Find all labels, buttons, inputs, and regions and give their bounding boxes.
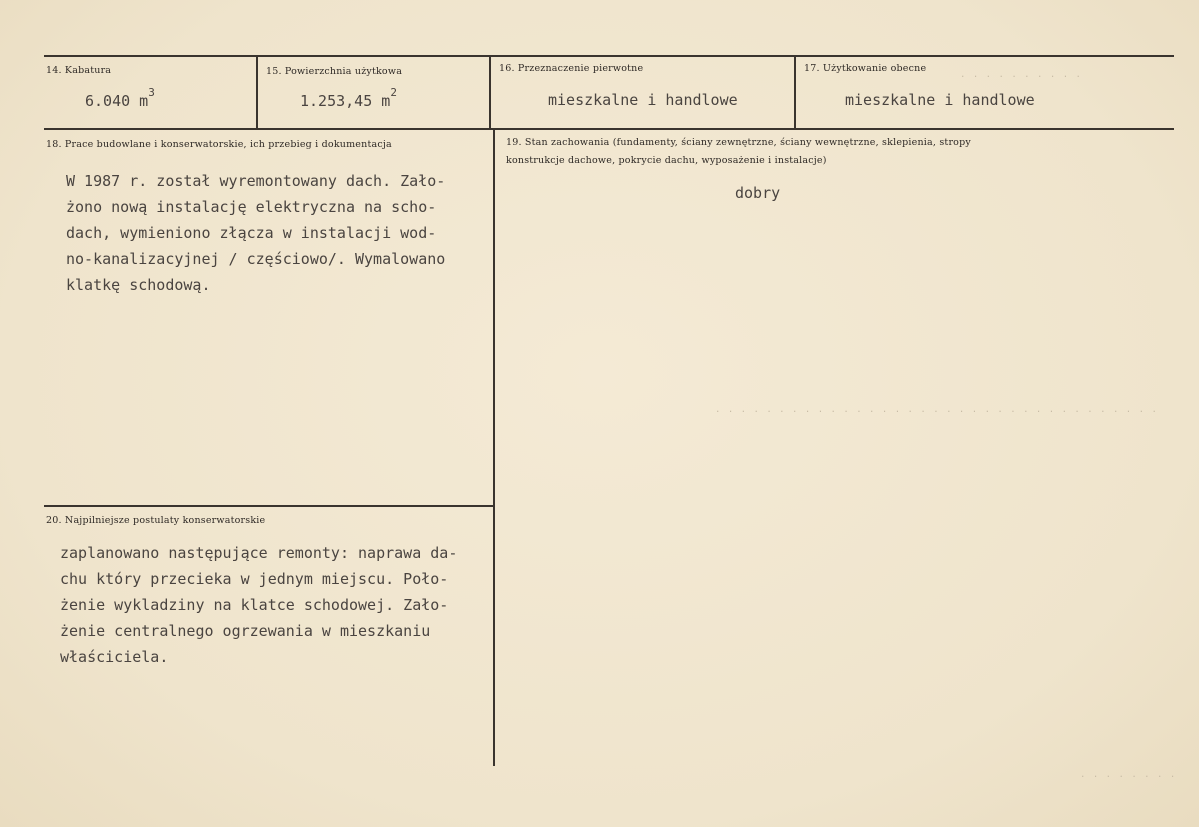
divider-main bbox=[493, 130, 495, 766]
field-16-value: mieszkalne i handlowe bbox=[548, 91, 738, 109]
show-through-mark: . . . . . . . . . . . . . . . . . . . . . . . . . . . . . . . . . . . bbox=[715, 405, 1158, 415]
field-20-text bbox=[60, 540, 457, 670]
divider-14-15 bbox=[256, 57, 258, 128]
field-20-line: właściciela. bbox=[60, 648, 169, 666]
show-through-mark: . . . . . . . . . . bbox=[960, 70, 1082, 80]
rule-top bbox=[44, 55, 1174, 57]
field-20-line: żenie wykladziny na klatce schodowej. Zało- bbox=[60, 596, 449, 614]
field-18-line: klatkę schodową. bbox=[66, 276, 211, 294]
field-14-label: 14. Kabatura bbox=[46, 65, 112, 76]
field-19-value: dobry bbox=[735, 184, 781, 202]
divider-16-17 bbox=[794, 57, 796, 128]
field-19-label-line2: konstrukcje dachowe, pokrycie dachu, wyposażenie i instalacje) bbox=[506, 155, 827, 166]
field-17-value: mieszkalne i handlowe bbox=[845, 91, 1035, 109]
field-18-label: 18. Prace budowlane i konserwatorskie, ich przebieg i dokumentacja bbox=[46, 139, 392, 150]
rule-header-bottom bbox=[44, 128, 1174, 130]
rule-section-20 bbox=[44, 505, 494, 507]
field-20-label: 20. Najpilniejsze postulaty konserwatorskie bbox=[46, 515, 266, 526]
field-18-line: dach, wymieniono złącza w instalacji wod- bbox=[66, 224, 437, 242]
field-16-label: 16. Przeznaczenie pierwotne bbox=[499, 63, 644, 74]
field-14-value: 6.040 $m^3$ bbox=[85, 86, 155, 110]
field-18-line: W 1987 r. został wyremontowany dach. Zało- bbox=[66, 172, 446, 190]
field-17-label: 17. Użytkowanie obecne bbox=[804, 63, 927, 74]
field-15-value: 1.253,45 $m^2$ bbox=[300, 86, 397, 110]
show-through-mark: . . . . . . . . bbox=[1080, 770, 1177, 780]
field-18-text bbox=[66, 168, 445, 298]
divider-15-16 bbox=[489, 57, 491, 128]
field-20-line: zaplanowano następujące remonty: naprawa da- bbox=[60, 544, 458, 562]
field-20-line: żenie centralnego ogrzewania w mieszkaniu bbox=[60, 622, 431, 640]
field-18-line: no-kanalizacyjnej / częściowo/. Wymalowano bbox=[66, 250, 446, 268]
field-20-line: chu który przecieka w jednym miejscu. Poło- bbox=[60, 570, 449, 588]
field-15-label: 15. Powierzchnia użytkowa bbox=[266, 66, 403, 77]
field-19-label-line1: 19. Stan zachowania (fundamenty, ściany zewnętrzne, ściany wewnętrzne, sklepienia, stropy bbox=[506, 137, 971, 148]
field-18-line: żono nową instalację elektryczna na scho- bbox=[66, 198, 437, 216]
